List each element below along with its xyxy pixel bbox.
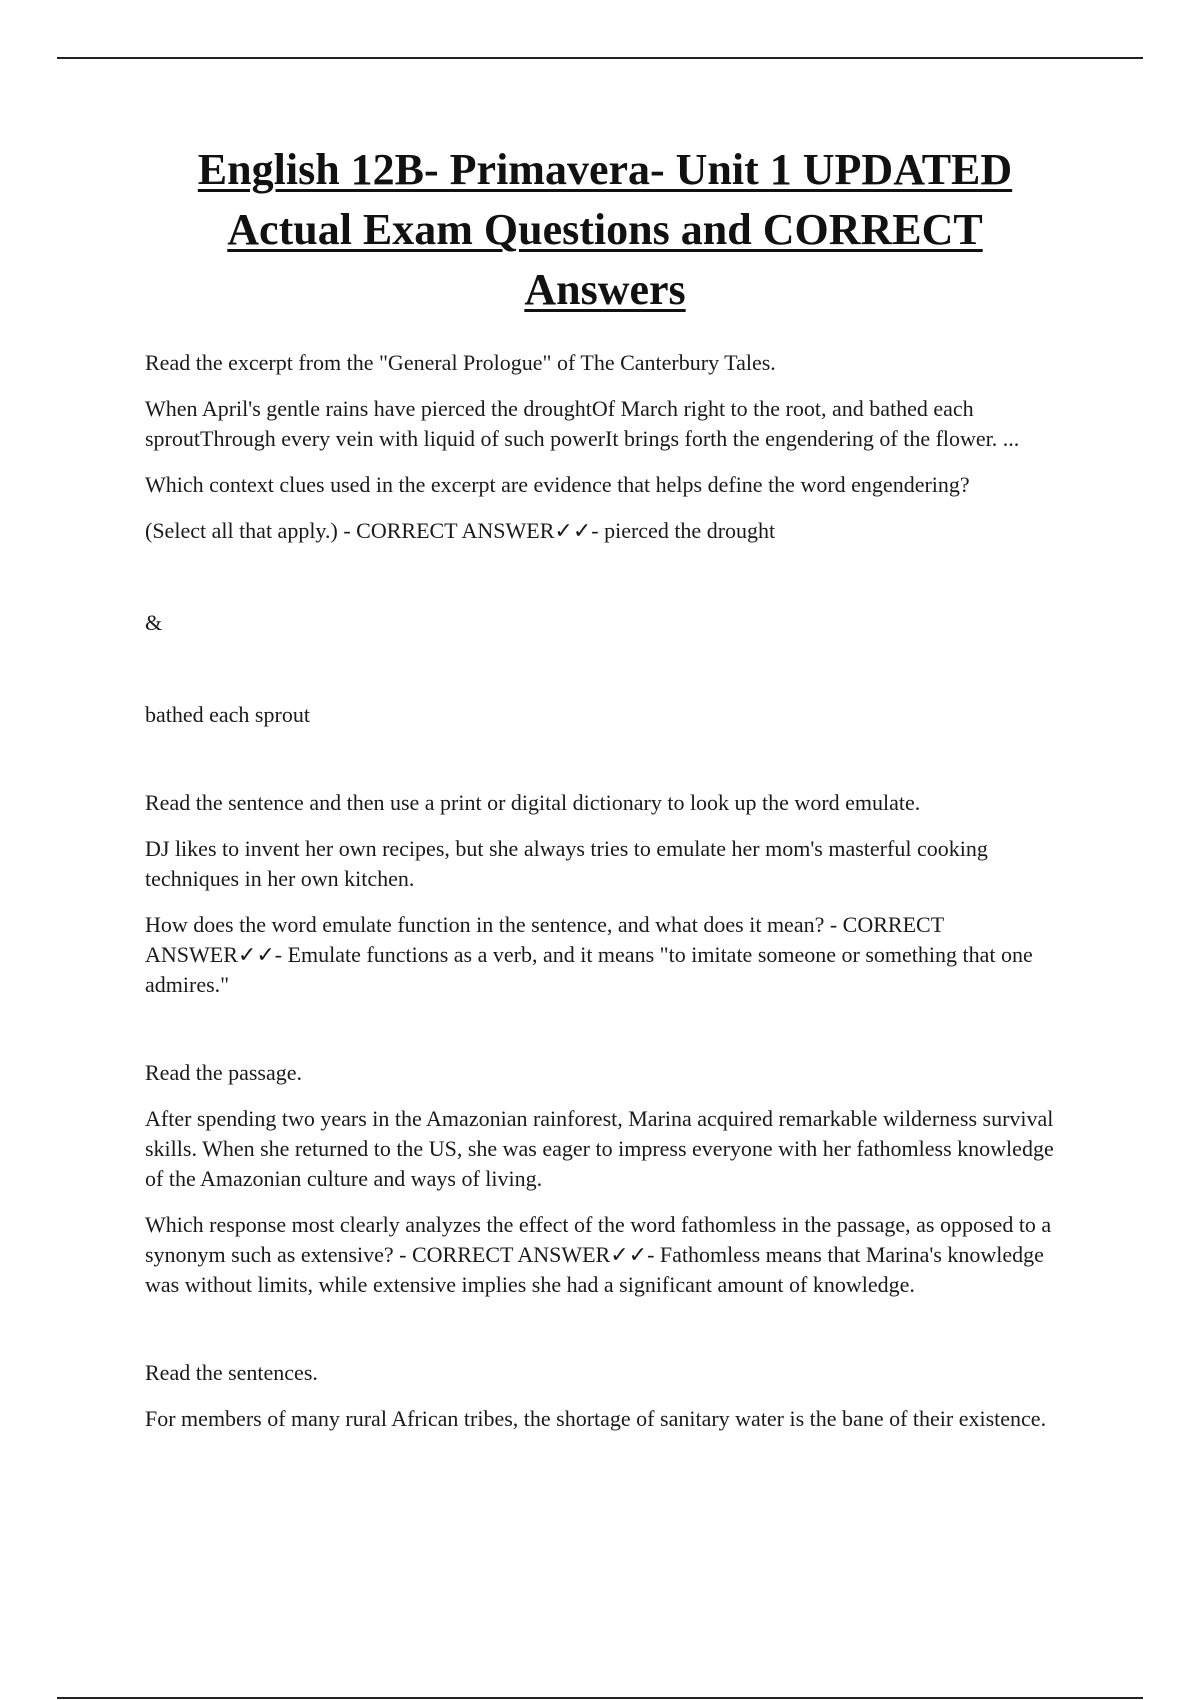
q3-passage: After spending two years in the Amazonian rainforest, Marina acquired remarkable wilderness survival skills. When she returned to the US, she was eager to impress everyone with her fathomless knowledge of the Amazonian culture and ways of living. [145, 1106, 1054, 1191]
q3-intro: Read the passage. [145, 1060, 302, 1085]
q1-answer: (Select all that apply.) - CORRECT ANSWER✓✓- pierced the drought [145, 518, 776, 543]
q1-answer-part2: bathed each sprout [145, 702, 310, 727]
q2-intro: Read the sentence and then use a print or digital dictionary to look up the word emulate. [145, 790, 921, 815]
q2-question-answer: How does the word emulate function in the sentence, and what does it mean? - CORRECT ANSWER✓✓- Emulate functions as a verb, and it means "to imitate someone or something that one admires." [145, 912, 1033, 997]
q4-sentence: For members of many rural African tribes, the shortage of sanitary water is the bane of their existence. [145, 1406, 1047, 1431]
document-body [145, 140, 1065, 1434]
q2-sentence: DJ likes to invent her own recipes, but she always tries to emulate her mom's masterful cooking techniques in her own kitchen. [145, 836, 988, 891]
q1-question: Which context clues used in the excerpt are evidence that helps define the word engendering? [145, 472, 970, 497]
q4-intro: Read the sentences. [145, 1360, 318, 1385]
document-title: English 12B- Primavera- Unit 1 UPDATED Actual Exam Questions and CORRECT Answers [197, 145, 1013, 314]
top-rule [57, 57, 1143, 59]
q1-intro: Read the excerpt from the "General Prologue" of The Canterbury Tales. [145, 350, 776, 375]
q3-question-answer: Which response most clearly analyzes the effect of the word fathomless in the passage, as opposed to a synonym such as extensive? - CORRECT ANSWER✓✓- Fathomless means that Marina's knowledge was without limits, while extensive implies she had a significant amount of knowledge. [145, 1212, 1052, 1297]
q1-ampersand: & [145, 610, 163, 635]
q1-excerpt: When April's gentle rains have pierced the droughtOf March right to the root, and bathed each sproutThrough every vein with liquid of such powerIt brings forth the engendering of the flower. ... [145, 396, 1020, 451]
bottom-rule [57, 1697, 1143, 1699]
